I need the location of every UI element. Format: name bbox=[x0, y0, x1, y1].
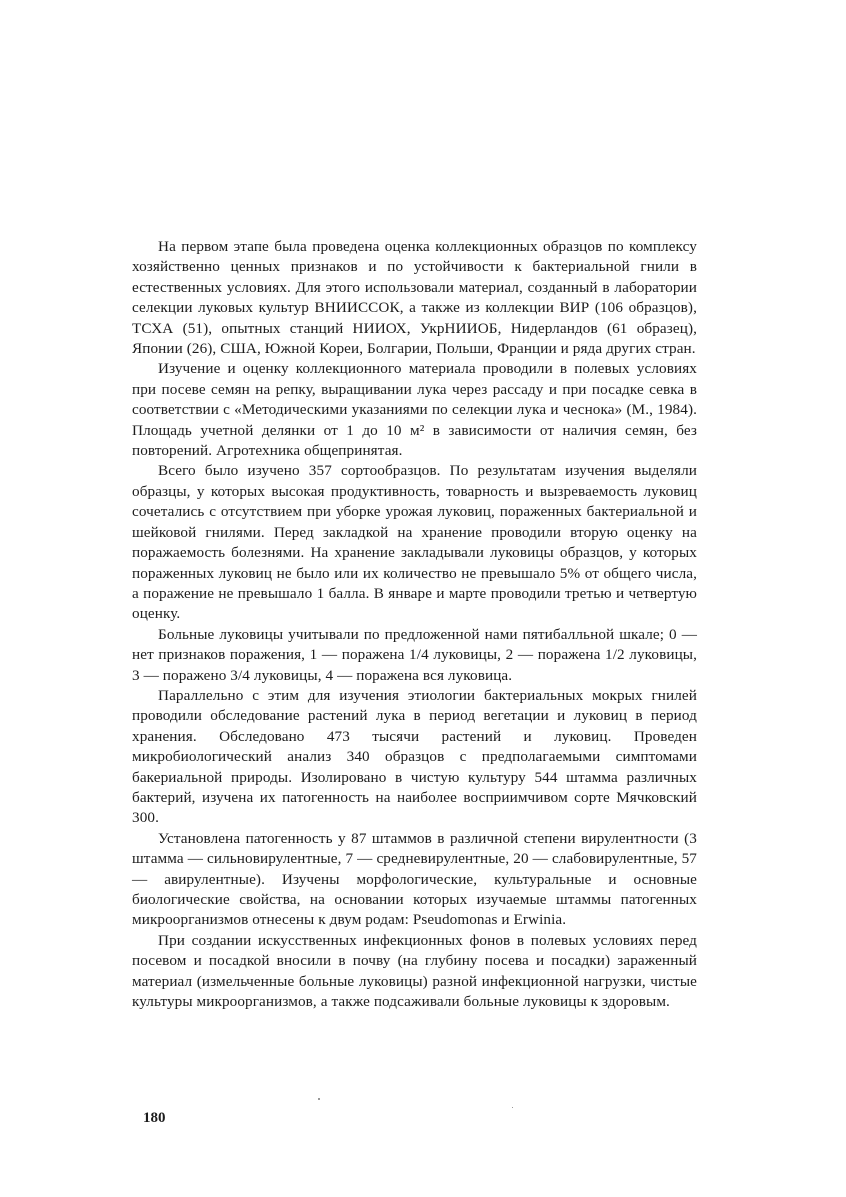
paragraph-4: Больные луковицы учитывали по предложенной нами пятибалльной шкале; 0 — нет признаков поражения, 1 — поражена 1/4 луковицы, 2 — поражена 1/2 луковицы, 3 — поражено 3/4 луковицы, 4 — поражена вся луковица. bbox=[132, 625, 697, 684]
scan-speck bbox=[512, 1107, 513, 1108]
body-text bbox=[132, 237, 697, 1012]
scan-speck bbox=[318, 1098, 320, 1100]
paragraph-6: Установлена патогенность у 87 штаммов в различной степени вирулентности (3 штамма — сильновирулентные, 7 — средневирулентные, 20 — слабовирулентные, 57 — авирулентные). Изучены морфологические, культуральные и основные биологические свойства, на основании которых изучаемые штаммы патогенных микроорганизмов отнесены к двум родам: Pseudomonas и Erwinia. bbox=[132, 829, 697, 929]
page-number: 180 bbox=[143, 1110, 166, 1126]
paragraph-1: На первом этапе была проведена оценка коллекционных образцов по комплексу хозяйственно ценных признаков и по устойчивости к бактериальной гнили в естественных условиях. Для этого использовали материал, созданный в лаборатории селекции луковых культур ВНИИССОК, а также из коллекции ВИР (106 образцов), ТСХА (51), опытных станций НИИОХ, УкрНИИОБ, Нидерландов (61 образец), Японии (26), США, Южной Кореи, Болгарии, Польши, Франции и ряда других стран. bbox=[132, 238, 697, 358]
paragraph-7: При создании искусственных инфекционных фонов в полевых условиях перед посевом и посадкой вносили в почву (на глубину посева и посадки) зараженный материал (измельченные больные луковицы) разной инфекционной нагрузки, чистые культуры микроорганизмов, а также подсаживали больные луковицы к здоровым. bbox=[132, 931, 697, 1011]
paragraph-3: Всего было изучено 357 сортообразцов. По результатам изучения выделяли образцы, у которых высокая продуктивность, товарность и вызреваемость луковиц сочетались с отсутствием при уборке урожая луковиц, пораженных бактериальной и шейковой гнилями. Перед закладкой на хранение проводили вторую оценку на поражаемость болезнями. На хранение закладывали луковицы образцов, у которых пораженных луковиц не было или их количество не превышало 5% от общего числа, а поражение не превышало 1 балла. В январе и марте проводили третью и четвертую оценку. bbox=[132, 462, 697, 623]
paragraph-5: Параллельно с этим для изучения этиологии бактериальных мокрых гнилей проводили обследование растений лука в период вегетации и луковиц в период хранения. Обследовано 473 тысячи растений и луковиц. Проведен микробиологический анализ 340 образцов с предполагаемыми симптомами бакериальной природы. Изолировано в чистую культуру 544 штамма различных бактерий, изучена их патогенность на наиболее восприимчивом сорте Мячковский 300. bbox=[132, 686, 697, 827]
paragraph-2: Изучение и оценку коллекционного материала проводили в полевых условиях при посеве семян на репку, выращивании лука через рассаду и при посадке севка в соответствии с «Методическими указаниями по селекции лука и чеснока» (М., 1984). Площадь учетной делянки от 1 до 10 м² в зависимости от наличия семян, без повторений. Агротехника общепринятая. bbox=[132, 360, 697, 460]
